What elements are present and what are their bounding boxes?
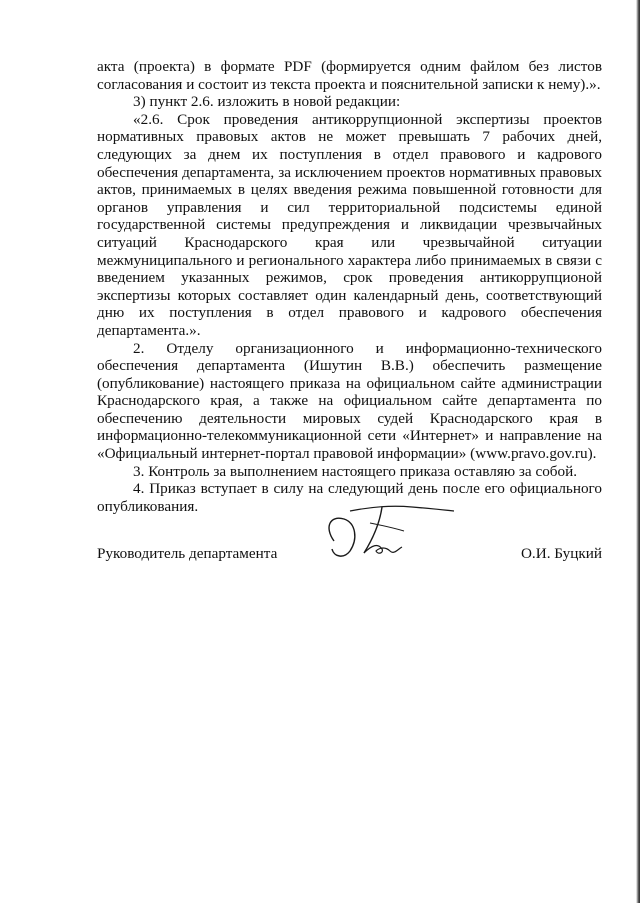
signatory-name: О.И. Буцкий bbox=[520, 545, 602, 562]
paragraph-item-4: 4. Приказ вступает в силу на следующий день после его официального опубликования. bbox=[97, 480, 602, 515]
scan-edge-shadow bbox=[636, 0, 640, 903]
paragraph-continuation: акта (проекта) в формате PDF (формируется одним файлом без листов согласования и состоит из текста проекта и пояснительной записки к нему).». bbox=[97, 58, 602, 93]
paragraph-item-2: 2. Отделу организационного и информационно-технического обеспечения департамента (Ишутин В.В.) обеспечить размещение (опубликование) настоящего приказа на официальном сайте администрации Краснодарского края, а также на официальном сайте департамента по обеспечению деятельности мировых судей Краснодарского края в информационно-телекоммуникационной сети «Интернет» и направление на «Официальный интернет-портал правовой информации» (www.pravo.gov.ru). bbox=[97, 339, 602, 463]
paragraph-item-3-control: 3. Контроль за выполнением настоящего приказа оставляю за собой. bbox=[133, 462, 578, 480]
signatory-title: Руководитель департамента bbox=[97, 545, 278, 562]
paragraph-item-3: 3) пункт 2.6. изложить в новой редакции: bbox=[133, 93, 401, 111]
handwritten-signature-icon bbox=[320, 497, 460, 567]
document-body bbox=[97, 58, 602, 515]
paragraph-clause-2-6: «2.6. Срок проведения антикоррупционной экспертизы проектов нормативных правовых актов не может превышать 7 рабочих дней, следующих за днем их поступления в отдел правового и кадрового обеспечения департамента, за исключением проектов нормативных правовых актов, принимаемых в целях введения режима повышенной готовности для органов управления и сил территориальной подсистемы единой государственной системы предупреждения и ликвидации чрезвычайных ситуаций Краснодарского края или чрезвычайной ситуации межмуниципального и регионального характера либо принимаемых в связи с введением указанных режимов, срок проведения антикоррупционой экспертизы которых составляет один календарный день, соответствующий дню их поступления в отдел правового и кадрового обеспечения департамента.». bbox=[97, 110, 602, 339]
